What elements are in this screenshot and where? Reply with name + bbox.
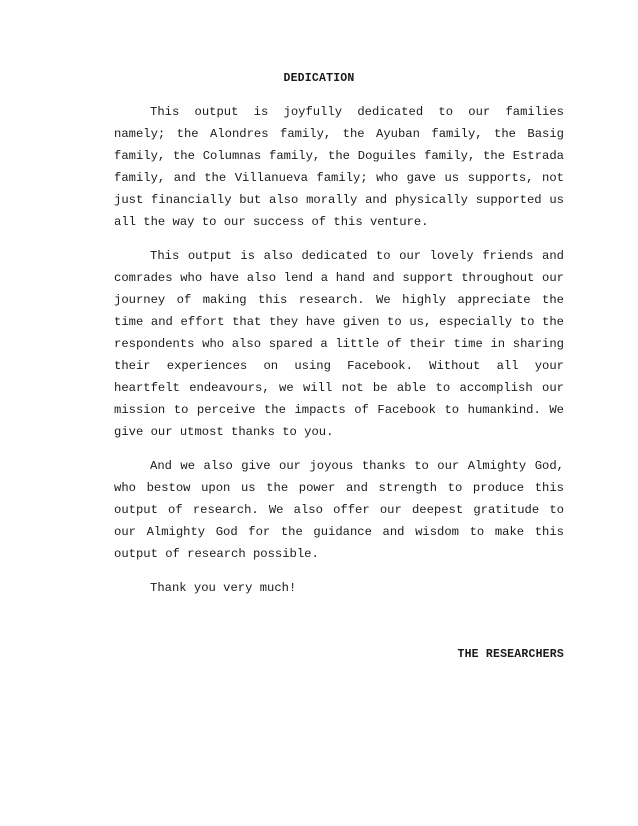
closing-thanks: Thank you very much! [150, 581, 297, 595]
dedication-paragraph-god: And we also give our joyous thanks to our Almighty God, who bestow upon us the power and strength to produce this output of research. We also offer our deepest gratitude to our Almighty God for the guidance and wisdom to make this output of research possible. [114, 459, 564, 561]
page-title: DEDICATION [283, 72, 355, 85]
document-body [114, 101, 564, 599]
dedication-paragraph-families: This output is joyfully dedicated to our families namely; the Alondres family, the Ayuban family, the Basig family, the Columnas family, the Doguiles family, the Estrada family, and the Villanueva family; who gave us supports, not just financially but also morally and physically supported us all the way to our success of this venture. [114, 105, 564, 229]
signature: THE RESEARCHERS [457, 648, 564, 661]
dedication-paragraph-friends: This output is also dedicated to our lovely friends and comrades who have also lend a hand and support throughout our journey of making this research. We highly appreciate the time and effort that they have given to us, especially to the respondents who also spared a little of their time in sharing their experiences on using Facebook. Without all your heartfelt endeavours, we will not be able to accomplish our mission to perceive the impacts of Facebook to humankind. We give our utmost thanks to you. [114, 249, 564, 439]
